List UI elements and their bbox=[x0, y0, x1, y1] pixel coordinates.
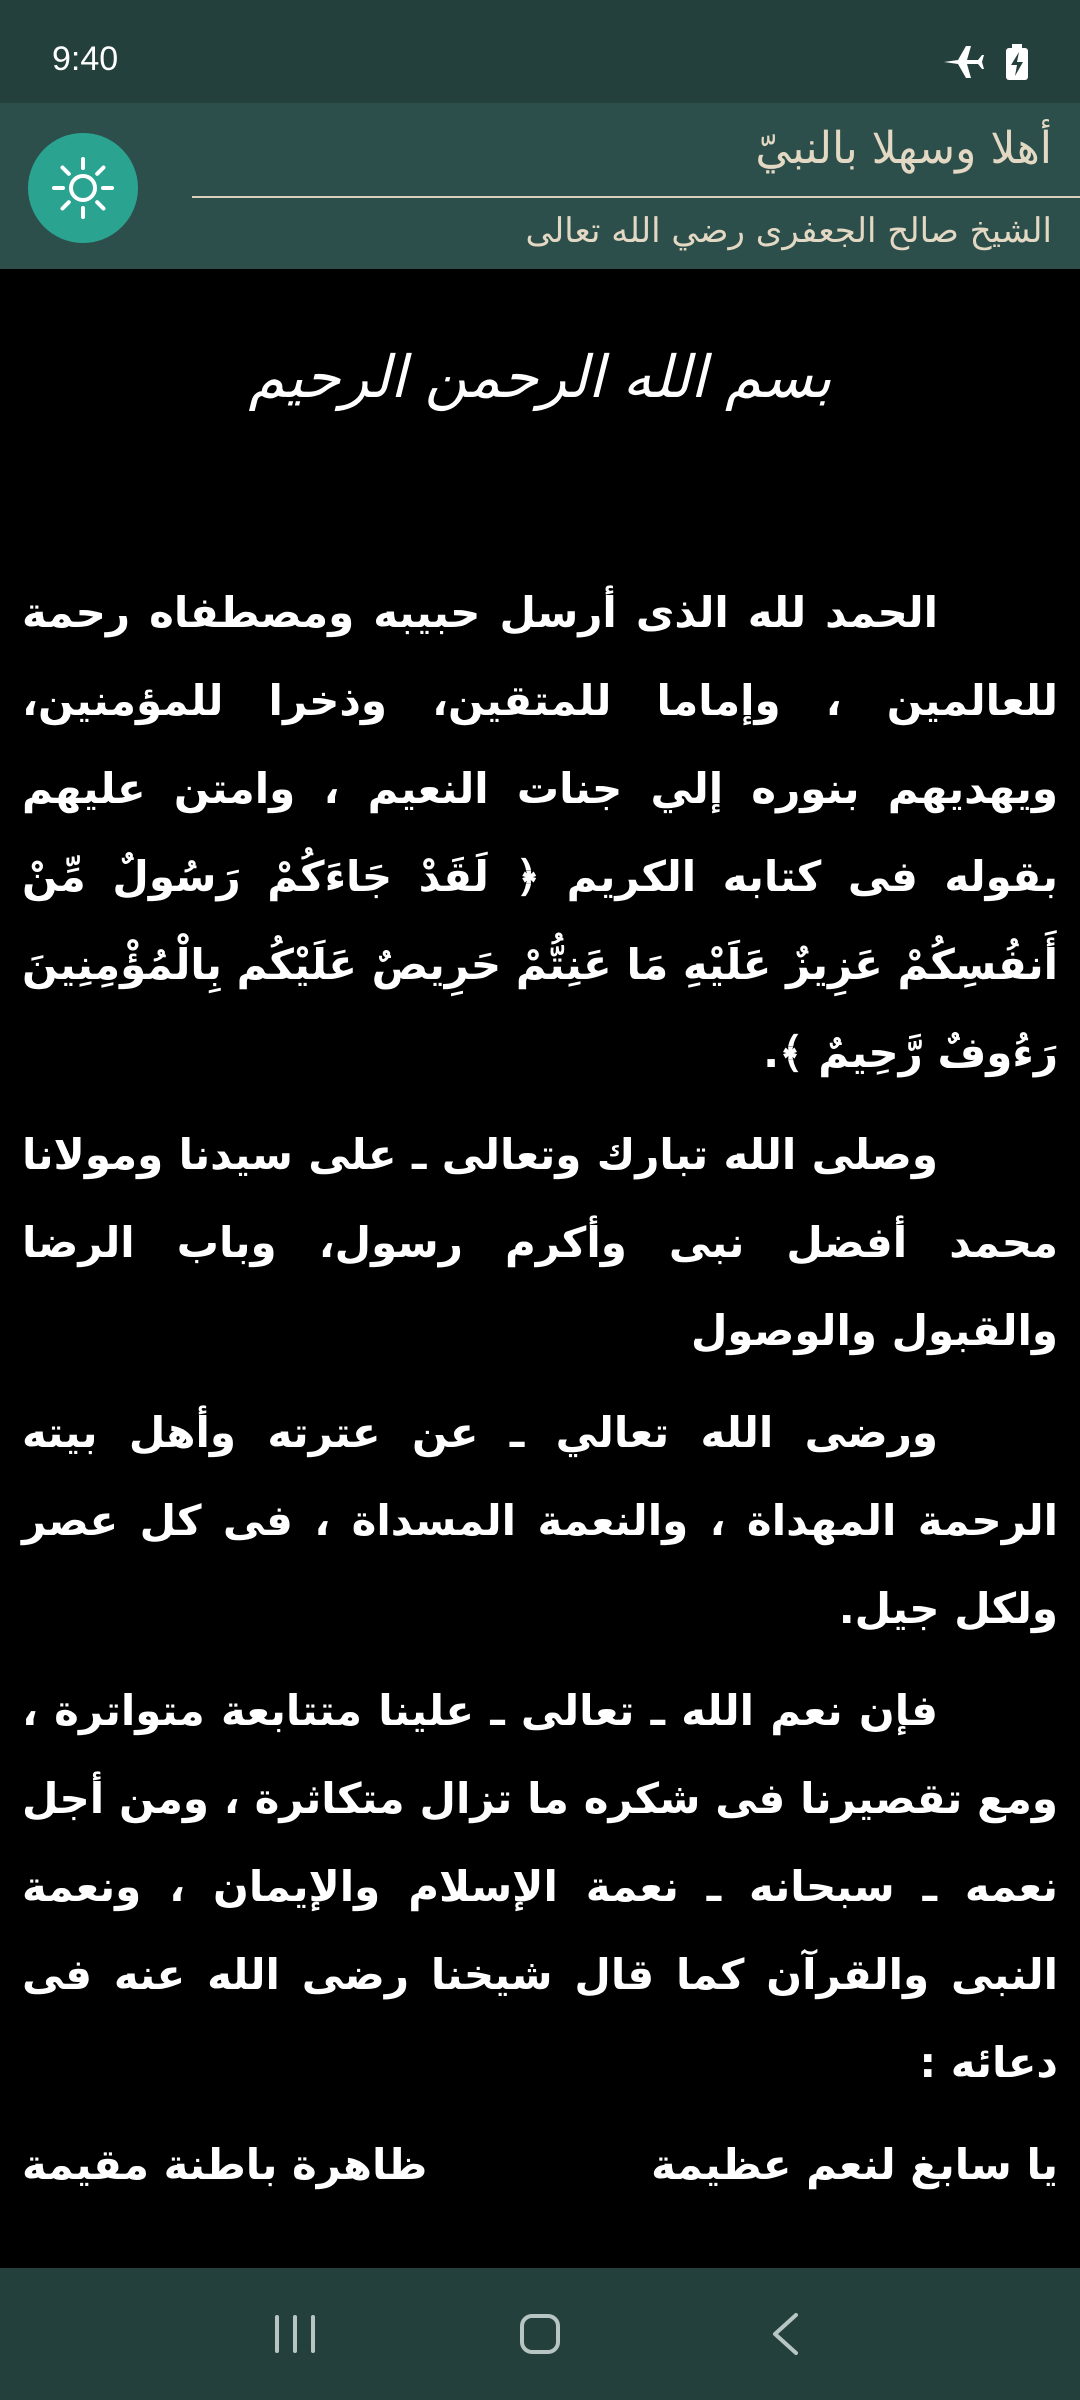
battery-charging-icon bbox=[1006, 44, 1028, 80]
recent-apps-icon bbox=[272, 2314, 318, 2354]
status-icons bbox=[942, 44, 1028, 80]
recent-apps-button[interactable] bbox=[205, 2268, 385, 2400]
status-bar bbox=[0, 0, 1080, 103]
content-scroll-area[interactable] bbox=[0, 269, 1080, 2268]
home-button[interactable] bbox=[450, 2268, 630, 2400]
back-icon bbox=[770, 2312, 800, 2356]
paragraph-4: فإن نعم الله ـ تعالى ـ علينا متتابعة متواترة ، ومع تقصيرنا فى شكره ما تزال متكاثرة ، ومن أجل نعمه ـ سبحانه ـ نعمة الإسلام والإيمان ، ونعمة النبى والقرآن كما قال شيخنا رضى الله عنه فى دعائه : bbox=[22, 1686, 1058, 2087]
verse-second-half: ظاهرة باطنة مقيمة bbox=[22, 2140, 428, 2189]
back-button[interactable] bbox=[695, 2268, 875, 2400]
header-title: أهلا وسهلا بالنبيّ bbox=[755, 123, 1052, 174]
home-icon bbox=[519, 2313, 561, 2355]
verse-first-half: يا سابغ لنعم عظيمة bbox=[651, 2140, 1058, 2189]
header-subtitle: الشيخ صالح الجعفرى رضي الله تعالى bbox=[525, 211, 1052, 251]
paragraph-3: ورضى الله تعالي ـ عن عترته وأهل بيته الرحمة المهداة ، والنعمة المسداة ، فى كل عصر ولكل جيل. bbox=[22, 1408, 1058, 1633]
airplane-mode-icon bbox=[942, 44, 984, 80]
app-header bbox=[0, 103, 1080, 269]
text-body bbox=[22, 569, 1058, 2209]
status-time: 9:40 bbox=[52, 40, 119, 78]
sun-icon bbox=[51, 156, 115, 220]
paragraph-2: وصلى الله تبارك وتعالى ـ على سيدنا ومولانا محمد أفضل نبى وأكرم رسول، وباب الرضا والقبول والوصول bbox=[22, 1130, 1058, 1355]
navigation-bar bbox=[0, 2268, 1080, 2400]
header-divider bbox=[192, 196, 1080, 198]
theme-toggle-button[interactable] bbox=[28, 133, 138, 243]
paragraph-1: الحمد لله الذى أرسل حبيبه ومصطفاه رحمة للعالمين ، وإماما للمتقين، وذخرا للمؤمنين، ويهديهم بنوره إلي جنات النعيم ، وامتن عليهم بقوله فى كتابه الكريم ﴿ لَقَدْ جَاءَكُمْ رَسُولٌ مِّنْ أَنفُسِكُمْ عَزِيزٌ عَلَيْهِ مَا عَنِتُّمْ حَرِيصٌ عَلَيْكُم بِالْمُؤْمِنِينَ رَءُوفٌ رَّحِيمٌ ﴾. bbox=[22, 588, 1058, 1077]
basmala-calligraphy: بسم الله الرحمن الرحيم bbox=[248, 343, 832, 411]
verse-line bbox=[22, 2121, 1058, 2209]
